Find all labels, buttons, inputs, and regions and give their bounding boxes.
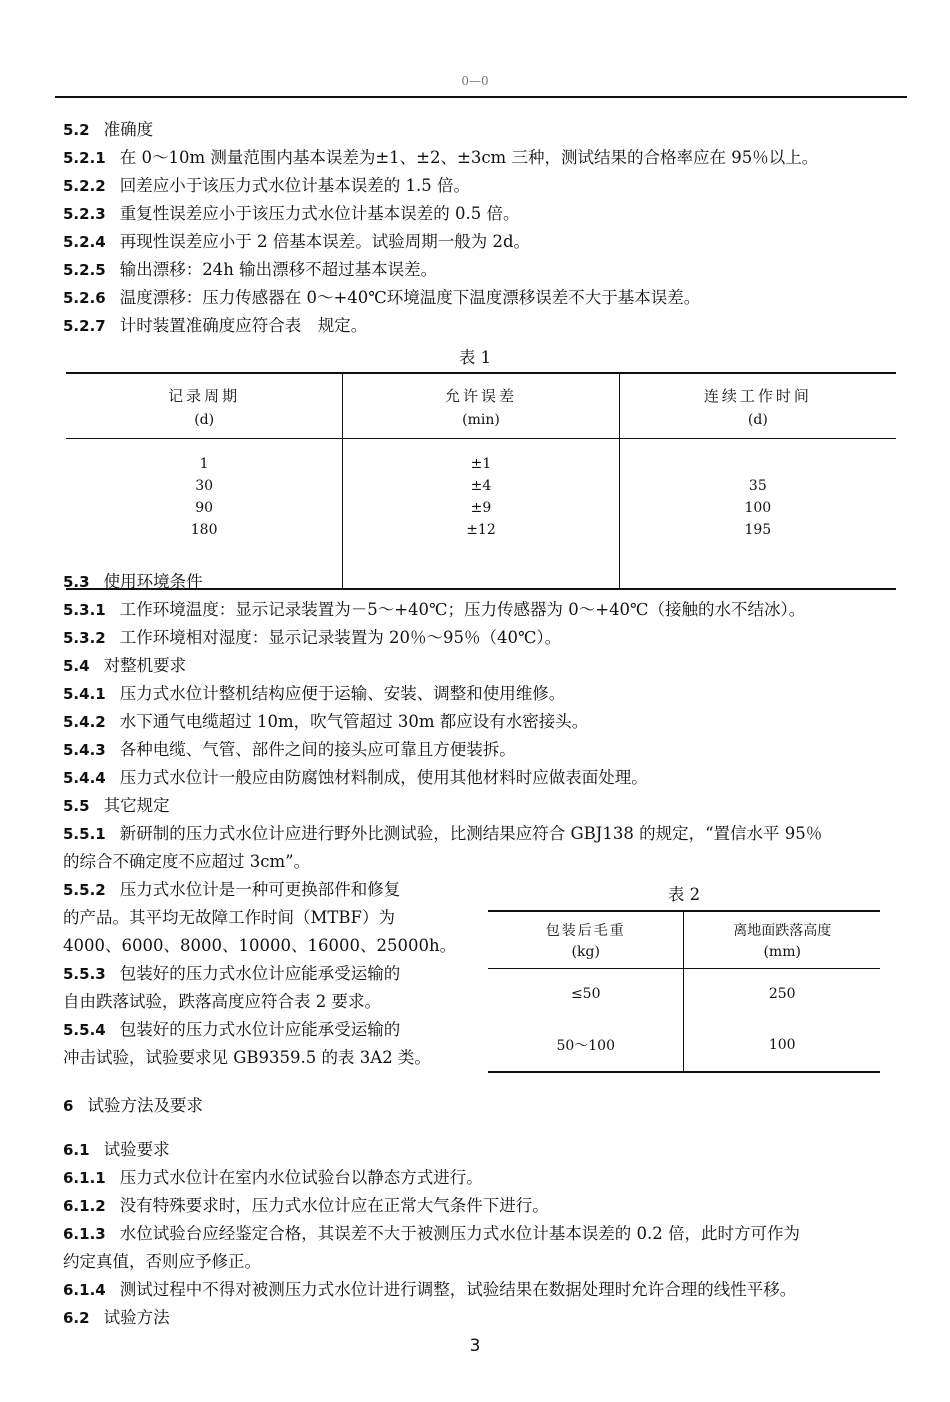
clause-5-2-3 (63, 203, 519, 225)
clause-number: 5.5.3 (63, 965, 106, 983)
clause-text: 回差应小于该压力式水位计基本误差的 1.5 倍。 (119, 176, 470, 195)
clause-text: 试验方法 (103, 1308, 170, 1327)
table1-col-record-period (66, 439, 343, 590)
clause-5-2-4 (63, 231, 530, 253)
clause-6-1-3-cont (63, 1251, 261, 1273)
clause-5-3-1 (63, 599, 805, 621)
clause-number: 5.4.3 (63, 741, 106, 759)
clause-5-5-2-cont (63, 907, 395, 929)
clause-number: 6.1.3 (63, 1225, 106, 1243)
clause-5-2-6 (63, 287, 700, 309)
clause-text: 压力式水位计整机结构应便于运输、安装、调整和使用维修。 (119, 684, 566, 703)
clause-5-4-3 (63, 739, 516, 761)
table2-cell: 100 (684, 1019, 880, 1072)
clause-text: 重复性误差应小于该压力式水位计基本误差的 0.5 倍。 (119, 204, 520, 223)
clause-number: 5.2.7 (63, 317, 106, 335)
clause-text: 在 0～10m 测量范围内基本误差为±1、±2、±3cm 三种，测试结果的合格率应在 95％以上。 (119, 148, 819, 167)
clause-text: 的综合不确定度不应超过 3cm”。 (63, 852, 311, 871)
clause-number: 5.2.1 (63, 149, 106, 167)
clause-number: 5.2.6 (63, 289, 106, 307)
clause-text: 水位试验台应经鉴定合格，其误差不大于被测压力式水位计基本误差的 0.2 倍，此时方可作为 (119, 1224, 800, 1243)
table1 (66, 372, 896, 590)
table2-header-cell: 包装后毛重 (kg) (488, 911, 684, 969)
clause-text: 压力式水位计在室内水位试验台以静态方式进行。 (119, 1168, 483, 1187)
clause-text: 计时装置准确度应符合表 规定。 (119, 316, 368, 335)
page-header-mark: 0—0 (461, 74, 489, 88)
clause-text: 测试过程中不得对被测压力式水位计进行调整，试验结果在数据处理时允许合理的线性平移。 (119, 1280, 797, 1299)
clause-6-1-2 (63, 1195, 549, 1217)
clause-text: 4000、6000、8000、10000、16000、25000h。 (63, 936, 457, 955)
clause-number: 5.5 (63, 797, 90, 815)
table1-cell: 30 (195, 478, 214, 494)
table1-cell: 180 (190, 522, 218, 538)
clause-number: 6 (63, 1097, 74, 1115)
clause-5-5-3 (63, 963, 400, 985)
clause-text: 压力式水位计一般应由防腐蚀材料制成，使用其他材料时应做表面处理。 (119, 768, 648, 787)
section-6-2 (63, 1307, 170, 1329)
clause-text: 包装好的压力式水位计应能承受运输的 (119, 1020, 401, 1039)
clause-number: 5.3 (63, 573, 90, 591)
clause-text: 自由跌落试验，跌落高度应符合表 2 要求。 (63, 992, 381, 1011)
table1-col-continuous-time (619, 439, 896, 590)
clause-5-2-2 (63, 175, 470, 197)
table1-header-cell: 记录周期 (d) (66, 373, 343, 439)
page-number: 3 (469, 1336, 481, 1356)
table1-cell: ±9 (470, 500, 492, 516)
clause-text: 其它规定 (103, 796, 170, 815)
clause-text: 使用环境条件 (103, 572, 203, 591)
table1-cell: ±1 (470, 456, 492, 472)
clause-text: 新研制的压力式水位计应进行野外比测试验，比测结果应符合 GBJ138 的规定，“置信水平 95％ (119, 824, 823, 843)
section-6 (63, 1095, 203, 1117)
table-row (488, 969, 880, 1020)
clause-5-2-1 (63, 147, 818, 169)
table2-header-cell: 离地面跌落高度 (mm) (684, 911, 880, 969)
clause-number: 5.3.2 (63, 629, 106, 647)
clause-number: 6.1.4 (63, 1281, 106, 1299)
clause-number: 5.5.1 (63, 825, 106, 843)
table2-cell: 50～100 (488, 1019, 684, 1072)
clause-number: 5.2.5 (63, 261, 106, 279)
clause-5-4-1 (63, 683, 565, 705)
clause-text: 的产品。其平均无故障工作时间（MTBF）为 (63, 908, 395, 927)
table1-cell: 90 (195, 500, 214, 516)
section-6-1 (63, 1139, 170, 1161)
table-row (488, 1019, 880, 1072)
clause-5-5-2-cont (63, 935, 456, 957)
table1-cell: ±4 (470, 478, 492, 494)
table1-cell: 100 (744, 500, 772, 516)
clause-6-1-1 (63, 1167, 483, 1189)
clause-number: 5.4.1 (63, 685, 106, 703)
clause-text: 包装好的压力式水位计应能承受运输的 (119, 964, 401, 983)
clause-text: 温度漂移：压力传感器在 0～+40℃环境温度下温度漂移误差不大于基本误差。 (119, 288, 701, 307)
clause-text: 冲击试验，试验要求见 GB9359.5 的表 3A2 类。 (63, 1048, 431, 1067)
clause-text: 再现性误差应小于 2 倍基本误差。试验周期一般为 2d。 (119, 232, 531, 251)
clause-number: 5.2.4 (63, 233, 106, 251)
clause-number: 5.4 (63, 657, 90, 675)
clause-5-5-3-cont (63, 991, 381, 1013)
clause-number: 5.2.2 (63, 177, 106, 195)
table1-cell: 1 (199, 456, 209, 472)
clause-text: 压力式水位计是一种可更换部件和修复 (119, 880, 401, 899)
clause-text: 工作环境相对湿度：显示记录装置为 20％～95％（40℃）。 (119, 628, 562, 647)
table2 (488, 910, 880, 1073)
clause-text: 准确度 (103, 120, 154, 139)
table1-col-allowed-error (343, 439, 619, 590)
clause-text: 工作环境温度：显示记录装置为－5～+40℃；压力传感器为 0～+40℃（接触的水不结冰）。 (119, 600, 806, 619)
table2-caption: 表 2 (667, 885, 701, 904)
section-5-5 (63, 795, 170, 817)
clause-5-2-7 (63, 315, 367, 337)
section-5-4 (63, 655, 186, 677)
table1-cell: 35 (748, 478, 767, 494)
clause-number: 6.1 (63, 1141, 90, 1159)
clause-number: 5.4.4 (63, 769, 106, 787)
table1-header-cell: 允许误差 (min) (343, 373, 619, 439)
clause-text: 水下通气电缆超过 10m，吹气管超过 30m 都应设有水密接头。 (119, 712, 589, 731)
clause-number: 5.4.2 (63, 713, 106, 731)
clause-5-5-4-cont (63, 1047, 431, 1069)
clause-text: 输出漂移：24h 输出漂移不超过基本误差。 (119, 260, 438, 279)
clause-6-1-3 (63, 1223, 800, 1245)
section-5-2 (63, 119, 153, 141)
clause-5-3-2 (63, 627, 561, 649)
clause-number: 5.5.2 (63, 881, 106, 899)
table2-cell: 250 (684, 969, 880, 1020)
clause-number: 5.2.3 (63, 205, 106, 223)
clause-6-1-4 (63, 1279, 796, 1301)
clause-text: 对整机要求 (103, 656, 187, 675)
header-rule (55, 96, 907, 98)
table1-caption: 表 1 (458, 348, 492, 367)
clause-text: 试验方法及要求 (87, 1096, 203, 1115)
clause-5-4-2 (63, 711, 588, 733)
clause-5-5-4 (63, 1019, 400, 1041)
clause-number: 6.2 (63, 1309, 90, 1327)
table1-header-cell: 连续工作时间 (d) (619, 373, 896, 439)
clause-text: 试验要求 (103, 1140, 170, 1159)
clause-text: 没有特殊要求时，压力式水位计应在正常大气条件下进行。 (119, 1196, 549, 1215)
clause-number: 5.3.1 (63, 601, 106, 619)
clause-number: 6.1.1 (63, 1169, 106, 1187)
section-5-3 (63, 571, 203, 593)
clause-text: 约定真值，否则应予修正。 (63, 1252, 261, 1271)
clause-number: 6.1.2 (63, 1197, 106, 1215)
clause-5-5-1 (63, 823, 822, 845)
clause-text: 各种电缆、气管、部件之间的接头应可靠且方便装拆。 (119, 740, 516, 759)
clause-5-5-1-cont (63, 851, 310, 873)
table2-cell: ≤50 (570, 986, 601, 1002)
clause-number: 5.5.4 (63, 1021, 106, 1039)
table1-cell: 195 (744, 522, 772, 538)
clause-5-4-4 (63, 767, 648, 789)
clause-5-5-2 (63, 879, 400, 901)
table1-cell: ±12 (466, 522, 496, 538)
clause-number: 5.2 (63, 121, 90, 139)
clause-5-2-5 (63, 259, 437, 281)
